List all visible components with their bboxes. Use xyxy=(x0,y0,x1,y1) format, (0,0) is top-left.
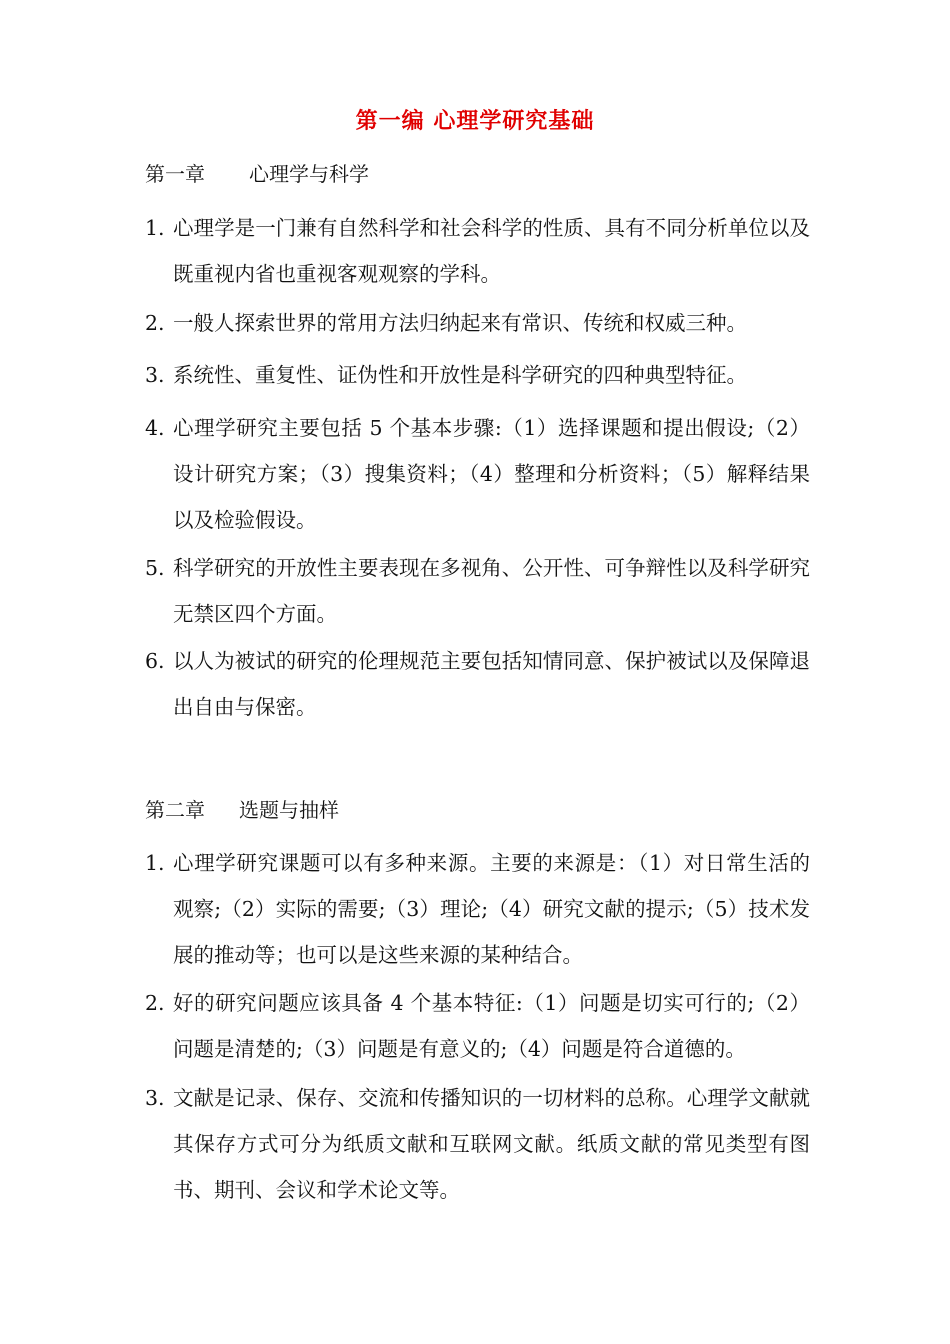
list-item xyxy=(145,545,810,637)
item-text: 系统性、重复性、证伪性和开放性是科学研究的四种典型特征。 xyxy=(173,363,747,387)
list-item xyxy=(145,300,810,346)
chapter-number: 第一章 xyxy=(145,162,205,186)
item-number: 6. xyxy=(145,649,165,673)
item-text: 心理学是一门兼有自然科学和社会科学的性质、具有不同分析单位以及既重视内省也重视客观观察的学科。 xyxy=(173,216,810,286)
item-number: 2. xyxy=(145,991,165,1015)
list-item xyxy=(145,1075,810,1213)
list-item xyxy=(145,205,810,297)
chapter-heading xyxy=(145,160,369,188)
item-text: 心理学研究课题可以有多种来源。主要的来源是：（1）对日常生活的观察;（2）实际的需要;（3）理论;（4）研究文献的提示;（5）技术发展的推动等；也可以是这些来源的某种结合。 xyxy=(173,851,810,967)
list-item xyxy=(145,980,810,1072)
item-number: 1. xyxy=(145,851,165,875)
item-text: 科学研究的开放性主要表现在多视角、公开性、可争辩性以及科学研究无禁区四个方面。 xyxy=(173,556,810,626)
chapter-number: 第二章 xyxy=(145,798,205,822)
item-text: 以人为被试的研究的伦理规范主要包括知情同意、保护被试以及保障退出自由与保密。 xyxy=(173,649,810,719)
item-number: 2. xyxy=(145,311,165,335)
chapter-name: 选题与抽样 xyxy=(239,798,339,822)
chapter-name: 心理学与科学 xyxy=(249,162,369,186)
list-item xyxy=(145,840,810,978)
list-item xyxy=(145,405,810,543)
item-number: 3. xyxy=(145,1086,165,1110)
list-item xyxy=(145,352,810,398)
item-text: 心理学研究主要包括 5 个基本步骤:（1）选择课题和提出假设;（2）设计研究方案；（3）搜集资料；（4）整理和分析资料；（5）解释结果以及检验假设。 xyxy=(173,416,810,532)
item-number: 1. xyxy=(145,216,165,240)
item-number: 4. xyxy=(145,416,165,440)
chapter-heading xyxy=(145,796,339,824)
part-title: 第一编 心理学研究基础 xyxy=(355,108,595,134)
list-item xyxy=(145,638,810,730)
item-number: 3. xyxy=(145,363,165,387)
item-text: 文献是记录、保存、交流和传播知识的一切材料的总称。心理学文献就其保存方式可分为纸质文献和互联网文献。纸质文献的常见类型有图书、期刊、会议和学术论文等。 xyxy=(173,1086,810,1202)
item-text: 一般人探索世界的常用方法归纳起来有常识、传统和权威三种。 xyxy=(173,311,747,335)
item-number: 5. xyxy=(145,556,165,580)
item-text: 好的研究问题应该具备 4 个基本特征:（1）问题是切实可行的;（2）问题是清楚的;（3）问题是有意义的;（4）问题是符合道德的。 xyxy=(173,991,810,1061)
